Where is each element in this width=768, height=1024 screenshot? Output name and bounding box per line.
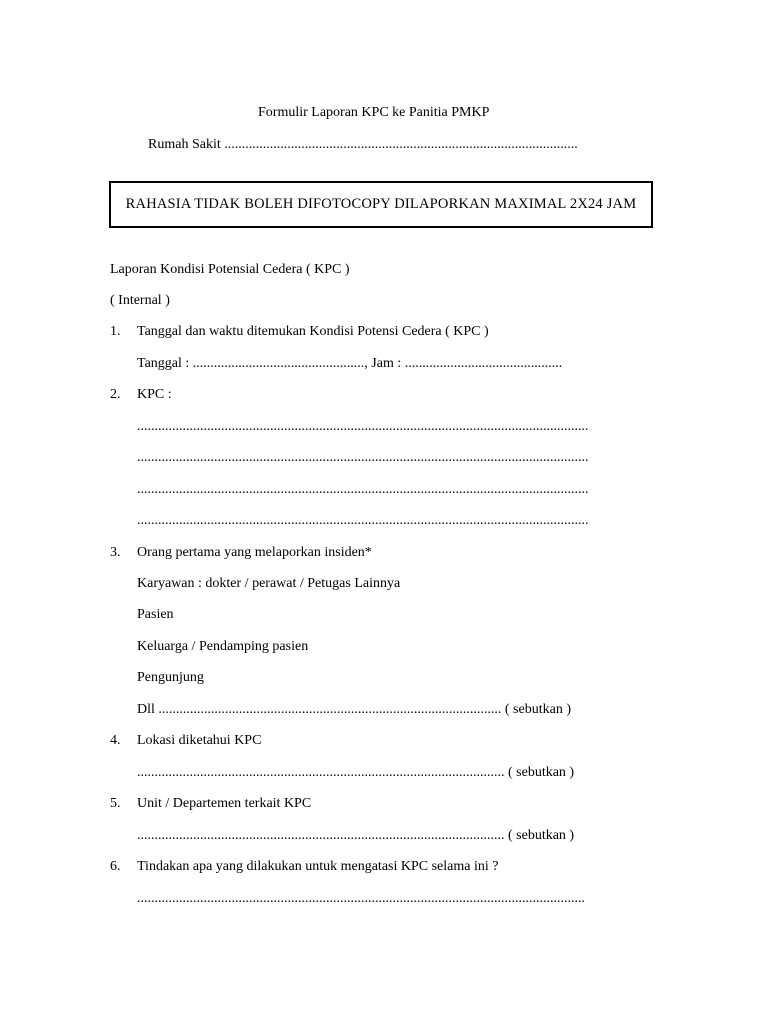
- item-6-label: Tindakan apa yang dilakukan untuk mengatasi KPC selama ini ?: [137, 859, 499, 874]
- item-5-label: Unit / Departemen terkait KPC: [137, 796, 312, 811]
- kpc-field-line-2[interactable]: .................................................................................................................................: [137, 450, 589, 465]
- item-1-label: Tanggal dan waktu ditemukan Kondisi Potensi Cedera ( KPC ): [137, 324, 489, 339]
- report-type: ( Internal ): [110, 293, 170, 308]
- unit-department-field[interactable]: ......................................................................................................... ( sebutkan ): [137, 828, 575, 843]
- reporter-option-employee[interactable]: Karyawan : dokter / perawat / Petugas Lainnya: [137, 576, 401, 591]
- hospital-field[interactable]: Rumah Sakit .....................................................................................................: [148, 137, 578, 152]
- item-1-number: 1.: [110, 324, 121, 339]
- confidential-notice-box: [109, 181, 653, 228]
- item-3-label: Orang pertama yang melaporkan insiden*: [137, 545, 372, 560]
- reporter-option-visitor[interactable]: Pengunjung: [137, 670, 204, 685]
- item-6-number: 6.: [110, 859, 121, 874]
- form-title: Formulir Laporan KPC ke Panitia PMKP: [258, 105, 490, 120]
- item-4-number: 4.: [110, 733, 121, 748]
- item-2-number: 2.: [110, 387, 121, 402]
- location-field[interactable]: ......................................................................................................... ( sebutkan ): [137, 765, 575, 780]
- confidential-notice-text: RAHASIA TIDAK BOLEH DIFOTOCOPY DILAPORKAN MAXIMAL 2X24 JAM: [125, 196, 637, 212]
- kpc-field-line-1[interactable]: .................................................................................................................................: [137, 419, 589, 434]
- date-time-field[interactable]: Tanggal : ................................................., Jam : .............................................: [137, 356, 563, 371]
- kpc-field-line-3[interactable]: .................................................................................................................................: [137, 482, 589, 497]
- report-heading: Laporan Kondisi Potensial Cedera ( KPC ): [110, 262, 350, 277]
- item-3-number: 3.: [110, 545, 121, 560]
- item-2-label: KPC :: [137, 387, 172, 402]
- reporter-option-other-field[interactable]: Dll .................................................................................................. ( sebutkan ): [137, 702, 571, 717]
- reporter-option-family[interactable]: Keluarga / Pendamping pasien: [137, 639, 309, 654]
- reporter-option-patient[interactable]: Pasien: [137, 607, 174, 622]
- item-4-label: Lokasi diketahui KPC: [137, 733, 262, 748]
- item-5-number: 5.: [110, 796, 121, 811]
- kpc-field-line-4[interactable]: .................................................................................................................................: [137, 513, 589, 528]
- action-taken-field[interactable]: ................................................................................................................................: [137, 891, 585, 906]
